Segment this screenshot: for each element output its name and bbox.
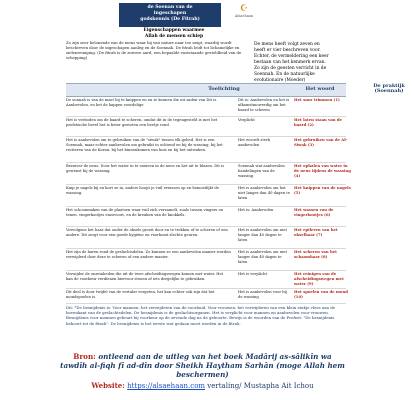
website-line <box>60 381 345 390</box>
row-word: Het is aanbevolen om niet langer dan 40 dagen te laten <box>238 228 287 242</box>
row-explanation: Verwijder de onreinheden die uit de twee afscheidingswegen komen met water. Het kan de voorkeur verdienen hiervoor stenen of iets dergelijks te gebruiken. <box>66 272 224 281</box>
row-explanation: Dit deel is door twijfel van de vertaler vergeten, het kan echter ook zijn dat het mondspoelen is. <box>66 290 215 299</box>
row-explanation: De sunnah is van de mast bij te knippen en en te kennen die uit zaden van Dit is. Aanbevolen, en het de kappen voordelige. <box>66 98 218 107</box>
row-word: Het is aanbevolen om het niet langer dan 40 dagen te laten <box>238 186 290 200</box>
row-word: Het woordt sterk aanbevolen <box>238 138 270 147</box>
row-word: Het is aanbevolen om niet langer dan 40 dagen te laten <box>238 250 287 264</box>
source-text: ontleend aan de uitleg van het boek Madârij as-sâlikîn wa tawdîh al-fiqh fî ad-dîn door Sheikh Haytham Sarhân (moge Allah hem beschermen) <box>60 352 345 380</box>
row-practice: Het snor trimmen (1) <box>294 97 340 102</box>
table-row <box>66 118 346 137</box>
row-explanation: Knip je nagels bij en kort ze in, anders hoopt je vuil ertussen op en bemoeilijkt de wassing. <box>66 186 219 195</box>
translator-credit: vertaling/ Mustapha Ait Ichou <box>207 382 314 390</box>
subtitle <box>128 28 220 39</box>
row-word: Dit is: Aanbevolen en het is afkomstmowerdig om het baard te scheren <box>238 98 290 112</box>
side-note: De mens heeft volgt zeven en heeft er vier beschreven voor. Echter, de vermeldering een keer bestaan van het kenmerk ervan. Zo zijn de geesten verricht in de Soennah. En de natuurlijke evolutionaire (Moeder) <box>254 42 329 83</box>
header-practice-line1: De praktijk <box>373 83 405 89</box>
logo-icon: ☪ <box>239 4 249 14</box>
row-word: Verplicht <box>238 118 255 122</box>
table-row <box>66 98 346 117</box>
footnote: Dit: *De besnijdenis is: Voor mannen: het verwijderen van de voorhuid. Voor vrouwen: het verwijderen van een klein stukje vlees aan de bovenkant van de geslachtsdelen. De besnijdenis is de geslachtsorganen. Het is verplicht voor mannen en aanbevolen voor vrouwen. Besnijdenis voor mannen gebeurt bij voorkeur op de zevende dag na de geboorte. Bewijs is de woorden van de Profeet: "De besnijdenis behoort tot de fitrah". De besnijdenis is het eerste wat gedaan moet worden in de fitrah. <box>66 305 336 326</box>
row-explanation: Vervolgens het haar dat onder de oksels groeit door en te trekken of te scheren of een andere. Dit zorgt voor een goede hygiëne en voorkomt slechte geuren. <box>66 228 228 237</box>
row-practice: Het scheren van het schaamhaar (8) <box>294 249 337 259</box>
table-row <box>66 208 346 227</box>
header-word: Het woord <box>305 86 335 92</box>
row-explanation: Bezuiver de neus: Door het water in te snuiven in de neus en het uit te blazen. Dit is gewenst bij de wassing. <box>66 164 225 173</box>
table-header <box>66 83 405 97</box>
table-row <box>66 185 351 207</box>
source-label: Bron: <box>73 352 96 361</box>
row-practice: Het gebruiken van de Al-Siwak (3) <box>294 137 348 147</box>
row-explanation: Het schoonmaken van de plaatsen waar vuil zich verzamelt, zoals tussen vingers en tenen, vingerkootjes enzovoort, en de kreuken van de knokkels. <box>66 208 224 217</box>
source-citation <box>60 352 345 380</box>
row-practice: Het wassen van de vingerkootjes (6) <box>294 207 334 217</box>
title-line-3: godskennis (De Fitrah) <box>140 17 200 22</box>
row-word: Het is aanbevolen voor bij de wassing <box>238 290 287 299</box>
row-practice: Het epileren van het okselhaar (7) <box>294 227 338 237</box>
website-link[interactable]: https://alsaehaan.com <box>127 382 206 390</box>
logo-text: Alsaehaan <box>234 14 254 18</box>
header-explanation: Toelichting <box>208 86 240 92</box>
row-word: Soennah wat aanbevolen handelingen van de wassing <box>238 164 285 178</box>
table-row <box>66 290 346 304</box>
title-line-2: ingeschapen <box>153 11 187 16</box>
row-explanation: Het is verboden om de baard te scheren, omdat dit in de tegengesteld is met het profetische bevel het is beter gestoten een beetje rond. <box>66 118 218 127</box>
brand-logo <box>229 4 259 26</box>
row-practice: Het laten staan van de baard (2) <box>294 117 342 127</box>
header-practice <box>364 84 414 94</box>
subtitle-line-2: Allah de mensen schiep <box>144 33 204 39</box>
row-word: Het is: Aanbevolen <box>238 208 274 212</box>
row-explanation: Het zijn de haren rond de geslachtsdelen. Zo kunnen ze een aanbevolen manier worden verwijderd door deze te scheren of een andere manier. <box>66 250 231 259</box>
subtitle-line-1: Eigenschappen waarmee <box>143 28 205 33</box>
title-banner <box>119 3 221 27</box>
table-row <box>66 250 346 271</box>
row-practice: Het reinigen van de afscheidingswegen met water (9) <box>294 271 344 286</box>
header-practice-line2: (Soennah) <box>374 88 404 94</box>
table-row <box>66 163 351 185</box>
row-practice: Het ophalen van water in de neus tijdens de wassing (4) <box>294 163 351 178</box>
row-practice: Het knippen van de nagels (5) <box>294 185 351 195</box>
website-label: Website: <box>91 381 125 390</box>
intro-paragraph: Zo zijn zeer belonende van de mens waar hij van nature naar toe neigt, waarbij wordt beschreven door de ingeschapen aanleg en de Soennah. De fitrah leidt tot lichamelijke en zielenreiniging. (De fitrah is de zuivere aard, een bepaalde vaststaande gesteldheid van de schepping) <box>66 40 242 60</box>
title-line-1: de Soenan van de <box>147 5 193 10</box>
table-row <box>66 228 346 249</box>
table-row <box>66 272 346 289</box>
table-row <box>66 138 346 163</box>
row-explanation: Het is aanbevolen om te gebruiken van de "siwak" tussen elk gebed. Het is een Soennah, maar echter aanbevolen om gebruikt in ochtend en bij de wassing, bij het reciteren van de Koran, bij het binnenkomen van huis en bij het ontwaken. <box>66 138 223 152</box>
row-word: Het is verplicht <box>238 272 267 276</box>
row-practice: Het spoelen van de mond (10) <box>294 289 348 299</box>
